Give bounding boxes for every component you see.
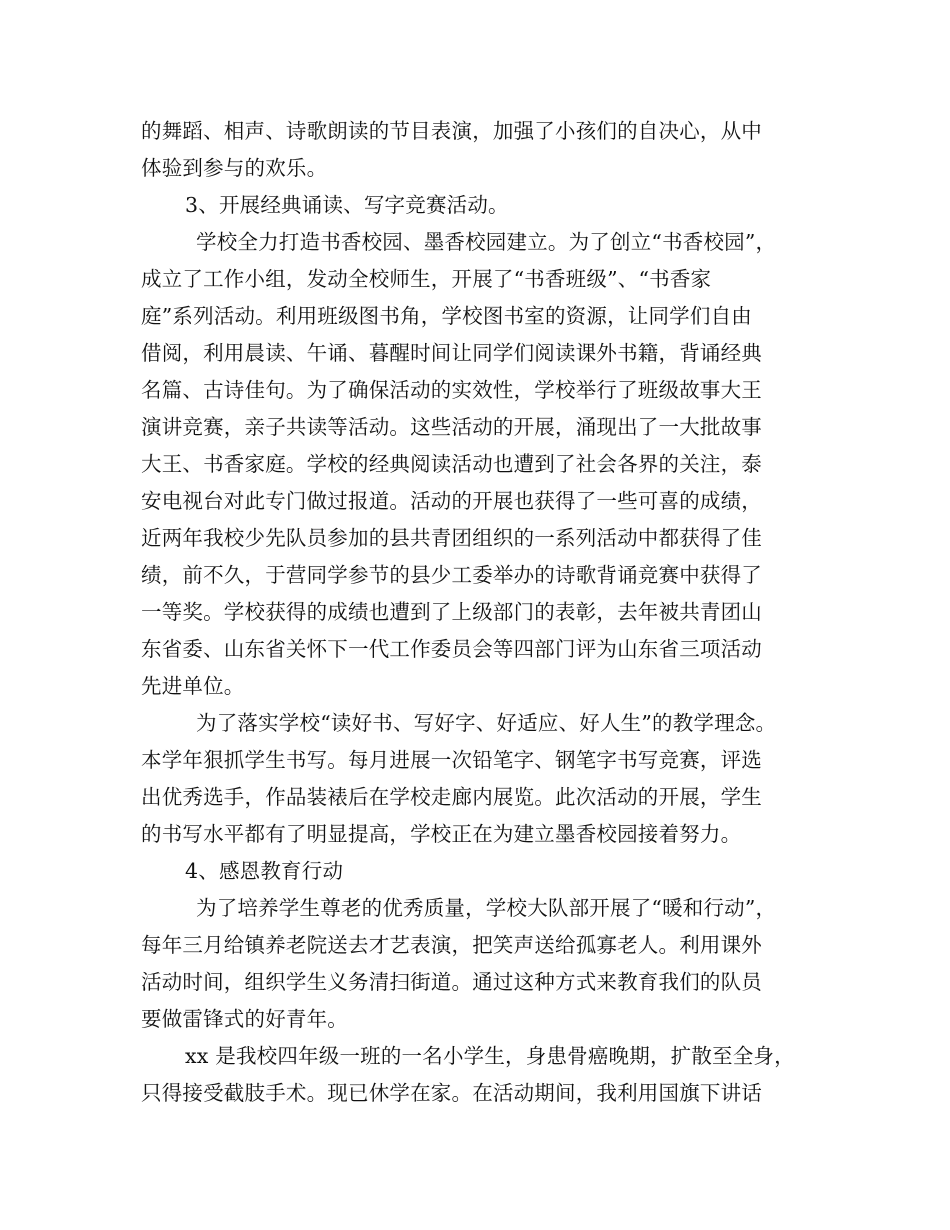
text-line: 近两年我校少先队员参加的县共青团组织的一系列活动中都获得了佳 [141, 526, 762, 550]
text-line: 借阅，利用晨读、午诵、暮醒时间让同学们阅读课外书籍，背诵经典 [141, 341, 762, 365]
text-line: 演讲竞赛，亲子共读等活动。这些活动的开展，涌现出了一大批故事 [141, 415, 762, 439]
text-line: 每年三月给镇养老院送去才艺表演，把笑声送给孤寡老人。利用课外 [141, 933, 762, 957]
section-heading: 3、开展经典诵读、写字竞赛活动。 [185, 193, 509, 217]
text-line: 安电视台对此专门做过报道。活动的开展也获得了一些可喜的成绩， [141, 489, 762, 513]
text-line: 体验到参与的欢乐。 [141, 156, 328, 180]
text-line: 成立了工作小组，发动全校师生，开展了“书香班级”、“书香家 [141, 267, 712, 291]
text-line: 要做雷锋式的好青年。 [141, 1007, 348, 1031]
text-line: 的书写水平都有了明显提高，学校正在为建立墨香校园接着努力。 [141, 822, 742, 846]
text-line: xx 是我校四年级一班的一名小学生，身患骨癌晚期，扩散至全身， [185, 1044, 795, 1068]
text-line: 只得接受截肢手术。现已休学在家。在活动期间，我利用国旗下讲话 [141, 1081, 762, 1105]
text-line: 的舞蹈、相声、诗歌朗读的节目表演，加强了小孩们的自决心，从中 [141, 119, 762, 143]
text-line: 学校全力打造书香校园、墨香校园建立。为了创立“书香校园”， [196, 230, 777, 254]
text-line: 绩，前不久，于营同学参节的县少工委举办的诗歌背诵竞赛中获得了 [141, 563, 762, 587]
text-line: 先进单位。 [141, 674, 245, 698]
section-heading: 4、感恩教育行动 [185, 859, 344, 883]
text-line: 本学年狠抓学生书写。每月进展一次铅笔字、钢笔字书写竞赛，评选 [141, 748, 762, 772]
text-line: 大王、书香家庭。学校的经典阅读活动也遭到了社会各界的关注，泰 [141, 452, 762, 476]
text-line: 为了落实学校“读好书、写好字、好适应、好人生”的教学理念。 [196, 711, 777, 735]
text-line: 庭”系列活动。利用班级图书角，学校图书室的资源，让同学们自由 [141, 304, 752, 328]
text-line: 一等奖。学校获得的成绩也遭到了上级部门的表彰，去年被共青团山 [141, 600, 762, 624]
text-line: 出优秀选手，作品装裱后在学校走廊内展览。此次活动的开展，学生 [141, 785, 762, 809]
text-line: 东省委、山东省关怀下一代工作委员会等四部门评为山东省三项活动 [141, 637, 762, 661]
text-line: 名篇、古诗佳句。为了确保活动的实效性，学校举行了班级故事大王 [141, 378, 762, 402]
text-line: 活动时间，组织学生义务清扫街道。通过这种方式来教育我们的队员 [141, 970, 762, 994]
text-line: 为了培养学生尊老的优秀质量，学校大队部开展了“暖和行动”， [196, 896, 777, 920]
